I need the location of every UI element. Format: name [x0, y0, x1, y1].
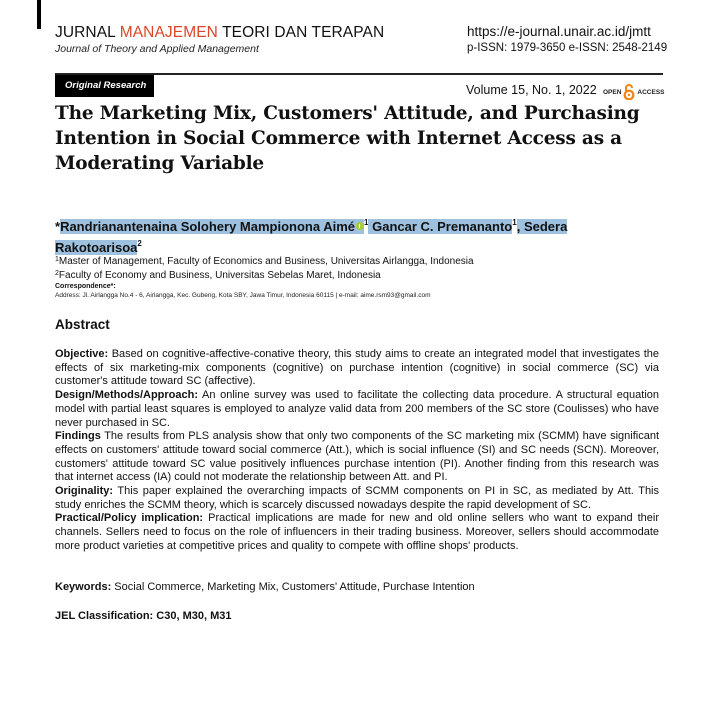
open-access-right-text: ACCESS	[637, 88, 665, 96]
journal-name-part1: JURNAL	[55, 24, 120, 41]
affiliation-2-text: Faculty of Economy and Business, Universitas Sebelas Maret, Indonesia	[58, 269, 381, 281]
author-3-first[interactable]: , Sedera	[516, 219, 568, 234]
author-3-sup: 2	[137, 239, 142, 248]
author-3-last[interactable]: Rakotoarisoa	[55, 240, 138, 255]
open-lock-icon	[623, 84, 635, 100]
abstract-findings-text: The results from PLS analysis show that only two components of the SC marketing mix (SCMM) have significant effects on customers' attitude toward social commerce (Att.), which is social influence (SI) and SC needs (SCN). Moreover, customers' attitude toward SC value positively influences purchase intention (PI). Another finding from this research was that internet access (IA) could not moderate the relationship between Att. and PI.	[55, 430, 659, 484]
abstract-practical-text: Practical implications are made for new and old online sellers who want to expand their channels. Sellers need to focus on the role of influencers in their trading business. Moreover, sellers should accommodate more product varieties at competitive prices and quality to compete with offline shops' products.	[55, 512, 659, 552]
keywords-label: Keywords:	[55, 581, 112, 593]
author-1-sup: 1	[364, 218, 369, 227]
volume-info: Volume 15, No. 1, 2022	[466, 83, 597, 97]
abstract-design-label: Design/Methods/Approach:	[55, 389, 199, 402]
open-access-logo	[603, 84, 665, 100]
author-1-name: Randrianantenaina Solohery Mampionona Aimé	[60, 219, 356, 234]
journal-name	[55, 24, 384, 42]
abstract-design-text: An online survey was used to facilitate the collecting data procedure. A structural equation model with partial least squares is employed to analyze valid data from 200 members of the SC store (Coulisses) who have never purchased in SC.	[55, 389, 659, 429]
journal-name-accent: MANAJEMEN	[119, 24, 218, 41]
open-access-left-text: OPEN	[603, 88, 622, 96]
affiliation-1-text: Master of Management, Faculty of Economics and Business, Universitas Airlangga, Indonesia	[58, 256, 474, 267]
keywords-text: Social Commerce, Marketing Mix, Customers' Attitude, Purchase Intention	[111, 581, 475, 593]
abstract-heading: Abstract	[55, 317, 110, 332]
abstract-practical	[55, 512, 659, 553]
journal-subtitle: Journal of Theory and Applied Management	[55, 43, 259, 55]
abstract-body	[55, 348, 659, 554]
affiliation-1-sup: 1	[55, 256, 59, 263]
affiliation-1	[55, 255, 474, 269]
journal-name-part2: TEORI DAN TERAPAN	[217, 24, 385, 41]
jel-classification: JEL Classification: C30, M30, M31	[55, 610, 232, 622]
abstract-objective	[55, 348, 659, 389]
abstract-design	[55, 389, 659, 430]
article-title: The Marketing Mix, Customers' Attitude, and Purchasing Intention in Social Commerce with Internet Access as a Moderating Variable	[55, 103, 640, 174]
abstract-originality-text: This paper explained the overarching impacts of SCMM components on PI in SC, as mediated by Att. This study enriches the SCMM theory, which is scarcely discussed nowadays despite the rapid development of SC.	[55, 485, 659, 511]
author-list	[55, 216, 655, 258]
issn-text: p-ISSN: 1979-3650 e-ISSN: 2548-2149	[467, 42, 668, 54]
abstract-findings	[55, 430, 659, 485]
keywords	[55, 581, 475, 593]
correspondence-address: Address: Jl. Airlangga No.4 - 6, Airlangga, Kec. Gubeng, Kota SBY, Jawa Timur, Indonesia 60115 | e-mail: aime.rsm93@gmail.com	[55, 292, 431, 299]
affiliation-2	[55, 269, 474, 283]
affiliations	[55, 255, 474, 282]
journal-url-link[interactable]: https://e-journal.unair.ac.id/jmtt	[467, 24, 651, 39]
author-1[interactable]	[60, 219, 364, 234]
orcid-icon[interactable]	[356, 222, 364, 230]
abstract-practical-label: Practical/Policy implication:	[55, 512, 204, 525]
corresponding-star: *	[55, 219, 61, 234]
abstract-originality	[55, 485, 659, 512]
abstract-findings-label: Findings	[55, 430, 101, 443]
abstract-objective-label: Objective:	[55, 348, 109, 360]
correspondence-label: Correspondence*:	[55, 283, 116, 290]
author-2-sup: 1	[512, 218, 517, 227]
abstract-originality-label: Originality:	[55, 485, 114, 498]
abstract-objective-text: Based on cognitive-affective-conative theory, this study aims to create an integrated model that investigates the effects of six marketing-mix components (cognitive) on purchase intention (cognitive) in social commerce (SC) via customer's attitude toward SC (affective).	[55, 348, 659, 388]
text-cursor-bar	[37, 0, 41, 29]
affiliation-2-sup: 2	[55, 269, 59, 277]
article-type-badge: Original Research	[55, 75, 154, 97]
author-2[interactable]: Gancar C. Premananto	[368, 219, 513, 234]
